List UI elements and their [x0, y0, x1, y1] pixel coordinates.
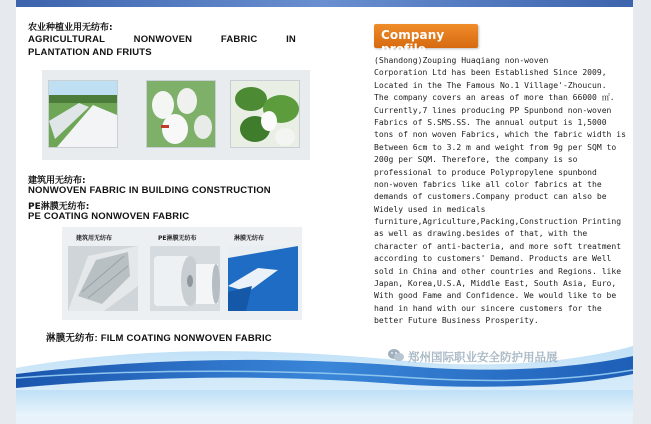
film-caption: 淋膜无纺布: FILM COATING NONWOVEN FABRIC	[46, 333, 272, 344]
profile-line: according to customers' Demand. Products are Well	[374, 254, 612, 264]
agri-heading-cn: 农业种植业用无纺布:	[28, 23, 113, 33]
product-strip	[62, 227, 302, 320]
building-heading-cn: 建筑用无纺布:	[28, 176, 86, 186]
product-label-film: 淋膜无纺布	[234, 235, 265, 242]
pe-heading-en: PE COATING NONWOVEN FABRIC	[28, 211, 190, 222]
profile-line: character of anti-bacteria, and more soft treatment	[374, 241, 622, 251]
building-heading-en: NONWOVEN FABRIC IN BUILDING CONSTRUCTION	[28, 185, 271, 196]
profile-line: Japan, Korea,U.S.A, Middle East, South Asia, Euro,	[374, 279, 617, 289]
field-photo	[48, 80, 118, 148]
profile-line: Fabrics of S.SMS.SS. The annual output is 1,5000	[374, 117, 607, 127]
profile-line: hand in hand with our sincere customers for the	[374, 303, 602, 313]
top-border	[16, 0, 633, 7]
profile-line: as well as drawing.besides of that, with the	[374, 229, 588, 239]
agri-heading-en-2: PLANTATION AND FRIUTS	[28, 47, 152, 58]
building-fabric-photo	[68, 246, 138, 311]
brochure-page	[16, 0, 633, 424]
profile-line: Widely used in medicals	[374, 204, 486, 214]
orchard-photo	[230, 80, 300, 148]
profile-line: Between 6cm to 3.2 m and weight from 9g per SQM to	[374, 142, 617, 152]
product-label-pe: PE淋膜无纺布	[158, 235, 197, 242]
film-fabric-photo	[228, 246, 298, 311]
agri-photo-strip	[42, 70, 310, 160]
company-profile-text	[374, 55, 626, 328]
fruit-bag-photo	[146, 80, 216, 148]
profile-line: furniture,Agriculture,Packing,Construction Printing	[374, 217, 622, 227]
company-profile-badge	[374, 24, 478, 56]
profile-line: Located in the The Famous No.1 Village'-Zhoucun.	[374, 80, 607, 90]
pe-fabric-photo	[150, 246, 220, 311]
profile-line: better Future Business Prosperity.	[374, 316, 539, 326]
profile-line: With good Fame and Confidence. We would like to be	[374, 291, 617, 301]
profile-line: Corporation Ltd has been Established Since 2009,	[374, 68, 607, 78]
profile-line: 200g per SQM. Therefore, the company is so	[374, 155, 578, 165]
profile-line: sold in China and other countries and Regions. like	[374, 266, 622, 276]
profile-line: Currently,7 lines producing PP Spunbond non-woven	[374, 105, 612, 115]
agri-heading-en-1: AGRICULTURAL NONWOVEN FABRIC IN	[28, 34, 296, 45]
profile-line: professional to produce Polypropylene spunbond	[374, 167, 597, 177]
profile-line: demands of customers.Company product can also be	[374, 192, 607, 202]
exhibition-watermark: 郑州国际职业安全防护用品展	[408, 350, 558, 364]
company-profile-title: Company profile	[381, 28, 445, 56]
wave-decoration	[16, 318, 633, 424]
profile-line: The company covers an areas of more than 66000 ㎡.	[374, 93, 615, 103]
product-label-building: 建筑用无纺布	[76, 235, 113, 242]
pe-heading-cn: PE淋膜无纺布:	[28, 202, 90, 212]
profile-line: tons of non woven Fabrics, which the fabric width is	[374, 130, 626, 140]
profile-line: non-woven fabrics like all color fabrics at the	[374, 179, 602, 189]
wechat-icon	[388, 348, 404, 362]
profile-line: (Shandong)Zouping Huaqiang non-woven	[374, 56, 549, 65]
